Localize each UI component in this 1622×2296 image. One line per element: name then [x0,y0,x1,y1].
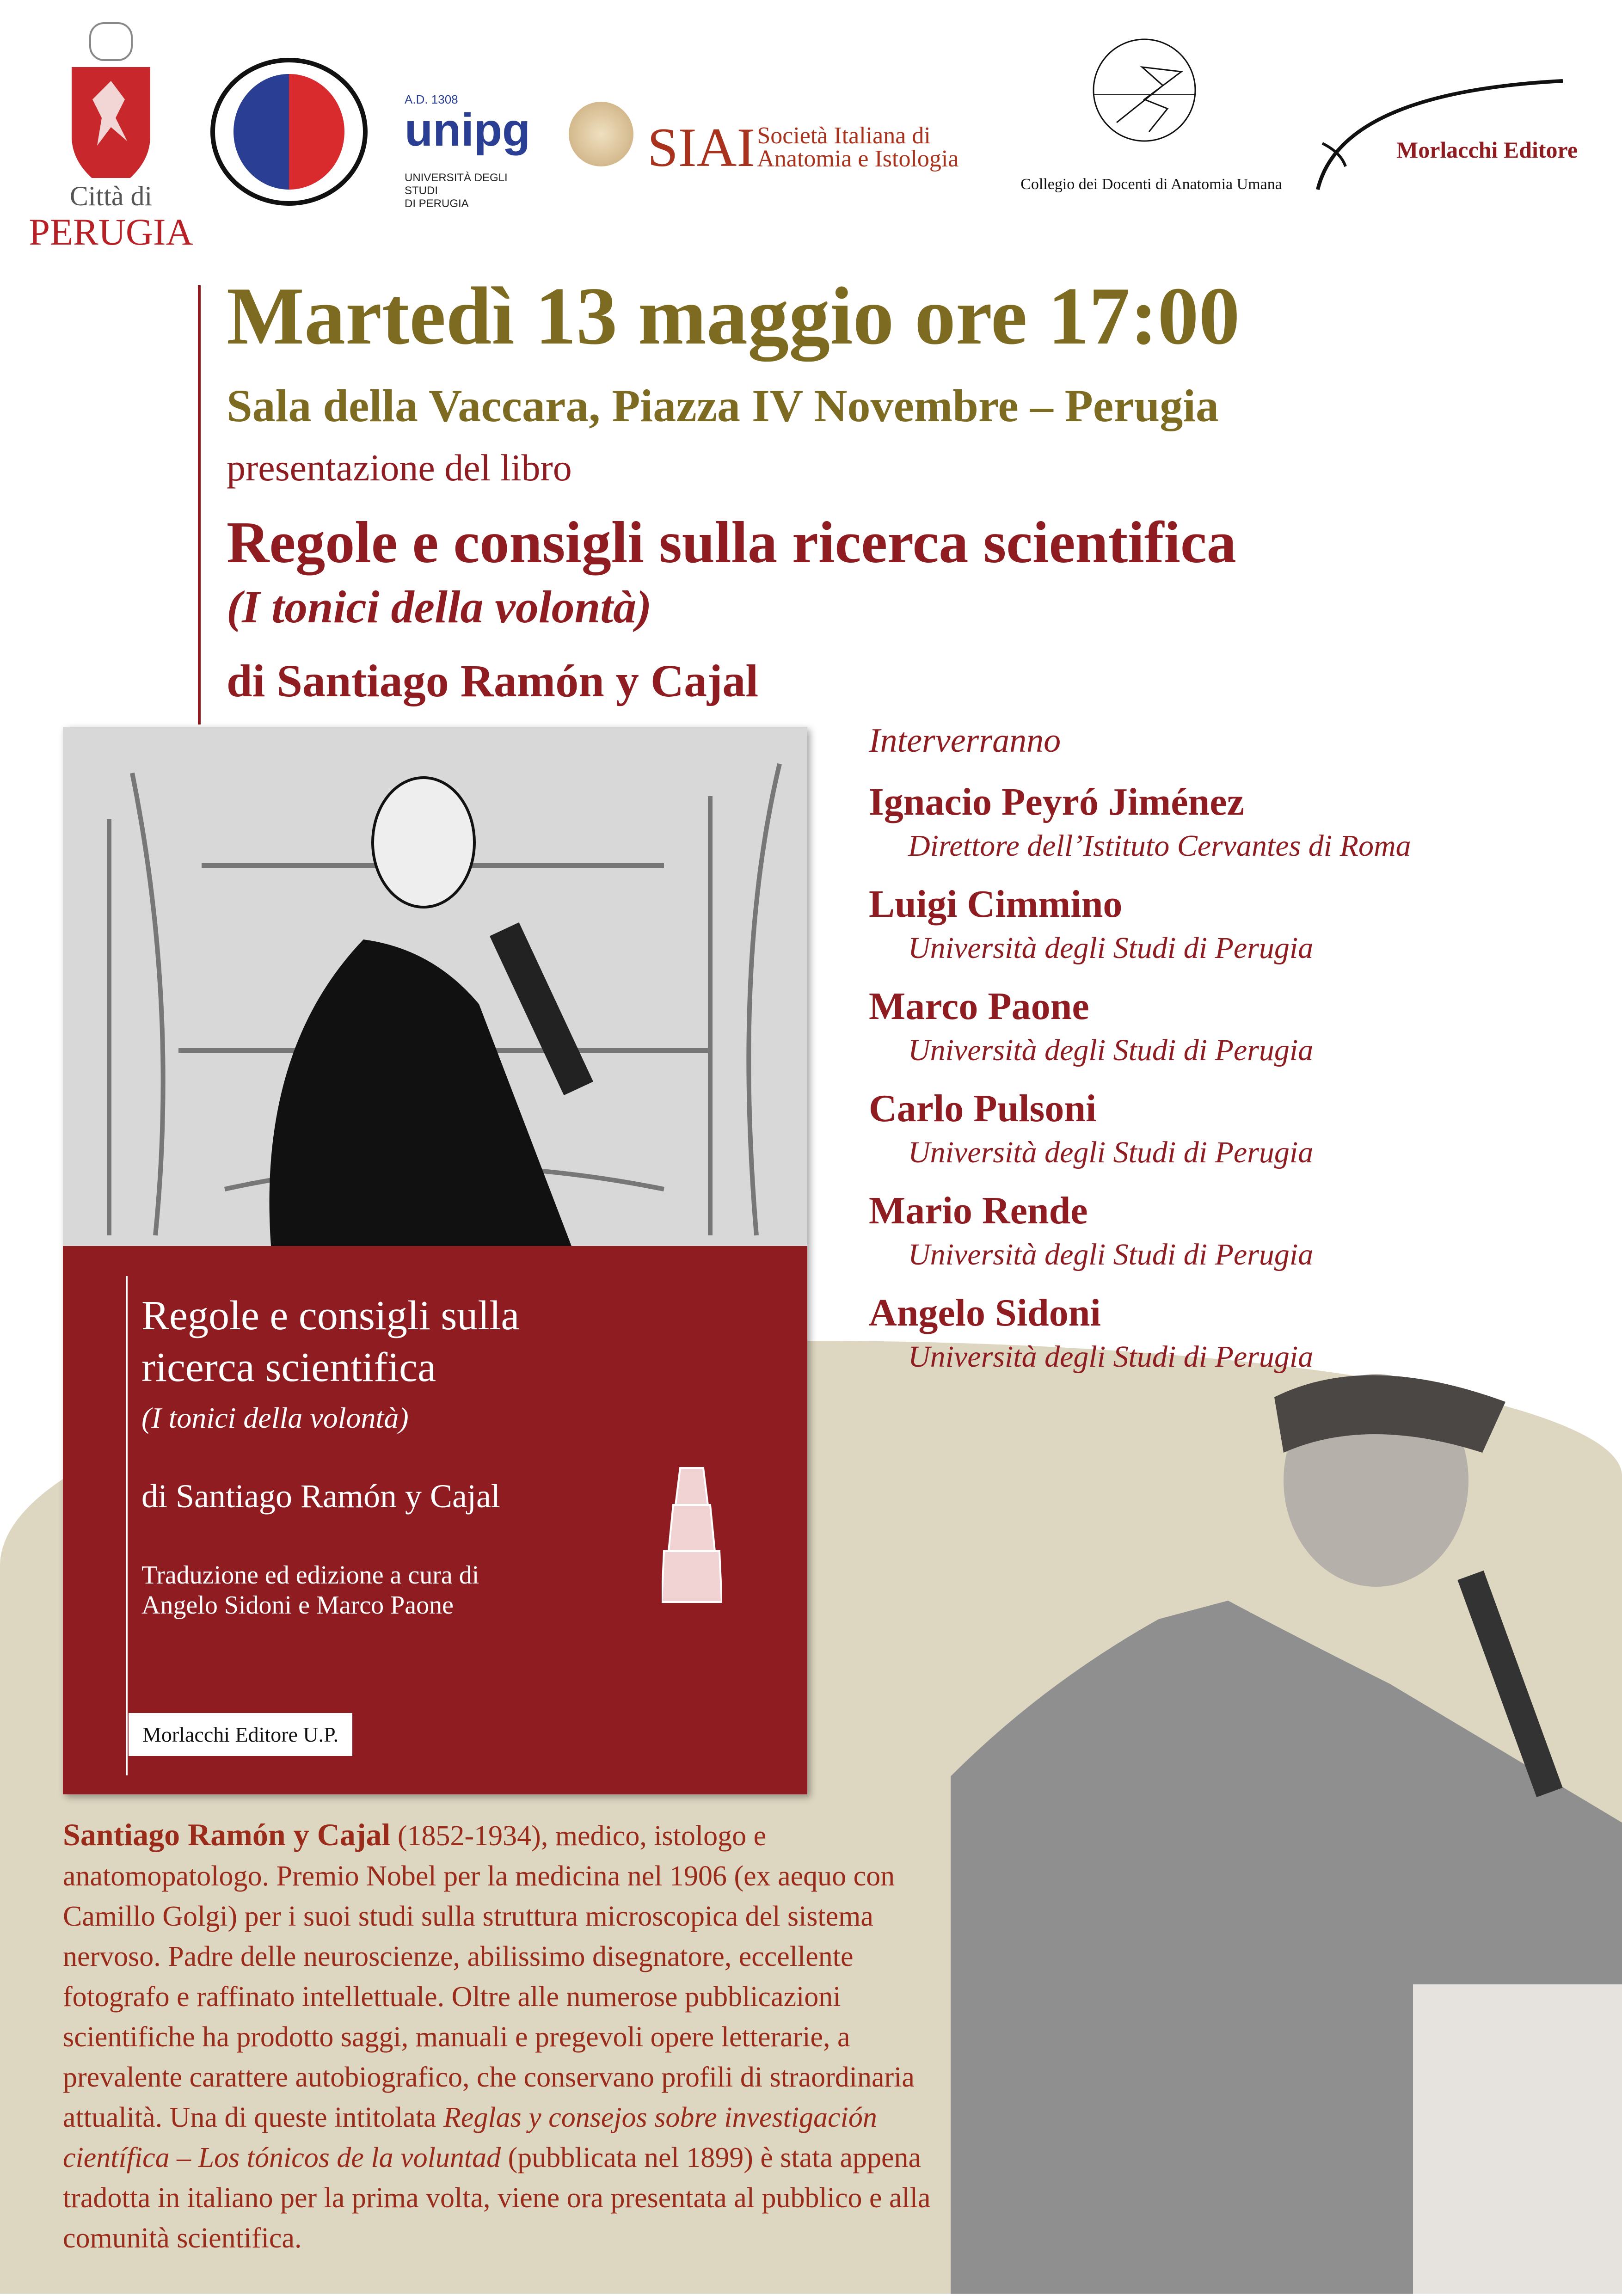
cover-credit-line1: Traduzione ed edizione a cura di [141,1561,479,1590]
book-subtitle: (I tonici della volontà) [227,581,652,632]
book-cover [63,727,807,1794]
event-venue: Sala della Vaccara, Piazza IV Novembre – Perugia [227,380,1219,431]
bio-text-part1: (1852-1934), medico, istologo e anatomopatologo. Premio Nobel per la medicina nel 1906 (ex aequo con Camillo Golgi) per i suoi studi sulla struttura microscopica del sistema nervoso. Padre delle neuroscienze, abilissimo disegnatore, eccellente fotografo e raffinato intellettuale. Oltre alle numerose pubblicazioni scientifiche ha prodotto saggi, manuali e pregevoli opere letterarie, a prevalente carattere autobiografico, che conservano profili di straordinaria attualità. Una di queste intitolata [63,1820,915,2133]
cover-title-panel [63,1246,807,1794]
logo-perugia-line2: PERUGIA [29,211,193,253]
speakers-heading: Interverranno [869,722,1061,760]
event-intro: presentazione del libro [227,447,572,489]
author-biography [63,1815,941,2259]
speaker-name: Mario Rende [869,1189,1088,1232]
cover-illustration [63,727,807,1246]
speaker [869,1086,1411,1173]
logo-siai [647,116,958,179]
siai-abbr: SIAI [647,117,756,178]
book-author: di Santiago Ramón y Cajal [227,655,759,706]
bio-original-title: Reglas y consejos sobre investigación científica – Los tónicos de la voluntad [63,2102,877,2173]
book-title: Regole e consigli sulla ricerca scientifica [227,510,1236,575]
speaker [869,983,1411,1071]
bio-name: Santiago Ramón y Cajal [63,1817,391,1852]
portrait-photo-cajal [951,1360,1622,2294]
speaker-affiliation: Università degli Studi di Perugia [908,1136,1314,1169]
logo-citta-di-perugia [28,21,194,252]
speaker-affiliation: Università degli Studi di Perugia [908,931,1314,965]
cover-subtitle: (I tonici della volontà) [141,1401,409,1434]
siai-line2: Anatomia e Istologia [757,146,959,172]
collegio-seal-icon [1084,35,1204,155]
speakers-list [869,721,1411,1392]
unipg-sub2: DI PERUGIA [405,197,469,210]
cover-author: di Santiago Ramón y Cajal [141,1478,500,1515]
unipg-year: A.D. 1308 [405,92,458,106]
cover-title-line2: ricerca scientifica [141,1344,436,1390]
speaker-name: Carlo Pulsoni [869,1087,1097,1130]
cover-credit-line2: Angelo Sidoni e Marco Paone [141,1591,454,1620]
perugia-coat-of-arms-icon [28,21,194,178]
logo-collegio [1008,35,1295,201]
speaker-affiliation: Università degli Studi di Perugia [908,1238,1314,1271]
speaker-name: Ignacio Peyró Jiménez [869,780,1244,823]
speaker [869,779,1411,867]
speaker [869,881,1411,969]
tower-of-babel-icon [662,1463,722,1607]
speaker [869,1188,1411,1276]
siai-line1: Società Italiana di [757,123,931,149]
event-date: Martedì 13 maggio ore 17:00 [227,270,1240,362]
logo-unipg-seal [210,58,368,206]
cover-publisher: Morlacchi Editore U.P. [129,1713,352,1756]
bio-text-part2: (pubblicata nel 1899) è stata appena tradotta in italiano per la prima volta, viene ora presentata al pubblico e alla comunità scientifica. [63,2142,931,2254]
logo-perugia-line1: Città di [69,181,153,211]
cover-title-line1: Regole e consigli sulla [141,1293,520,1338]
unipg-sub1: UNIVERSITÀ DEGLI STUDI [405,172,508,197]
vitruvian-man-icon [569,102,633,166]
vertical-rule [198,285,201,724]
logo-morlacchi [1313,74,1591,199]
speaker-affiliation: Direttore dell’Istituto Cervantes di Roma [908,829,1411,863]
speaker-affiliation: Università degli Studi di Perugia [908,1340,1314,1374]
speaker-name: Angelo Sidoni [869,1291,1101,1334]
speaker-affiliation: Università degli Studi di Perugia [908,1033,1314,1067]
unipg-wordmark: unipg [405,104,531,156]
speaker-name: Luigi Cimmino [869,883,1123,926]
morlacchi-name: Morlacchi Editore [1396,137,1578,163]
collegio-name: Collegio dei Docenti di Anatomia Umana [1020,176,1282,193]
logo-unipg [405,92,543,210]
speaker-name: Marco Paone [869,985,1089,1028]
cover-vertical-line [126,1276,128,1775]
